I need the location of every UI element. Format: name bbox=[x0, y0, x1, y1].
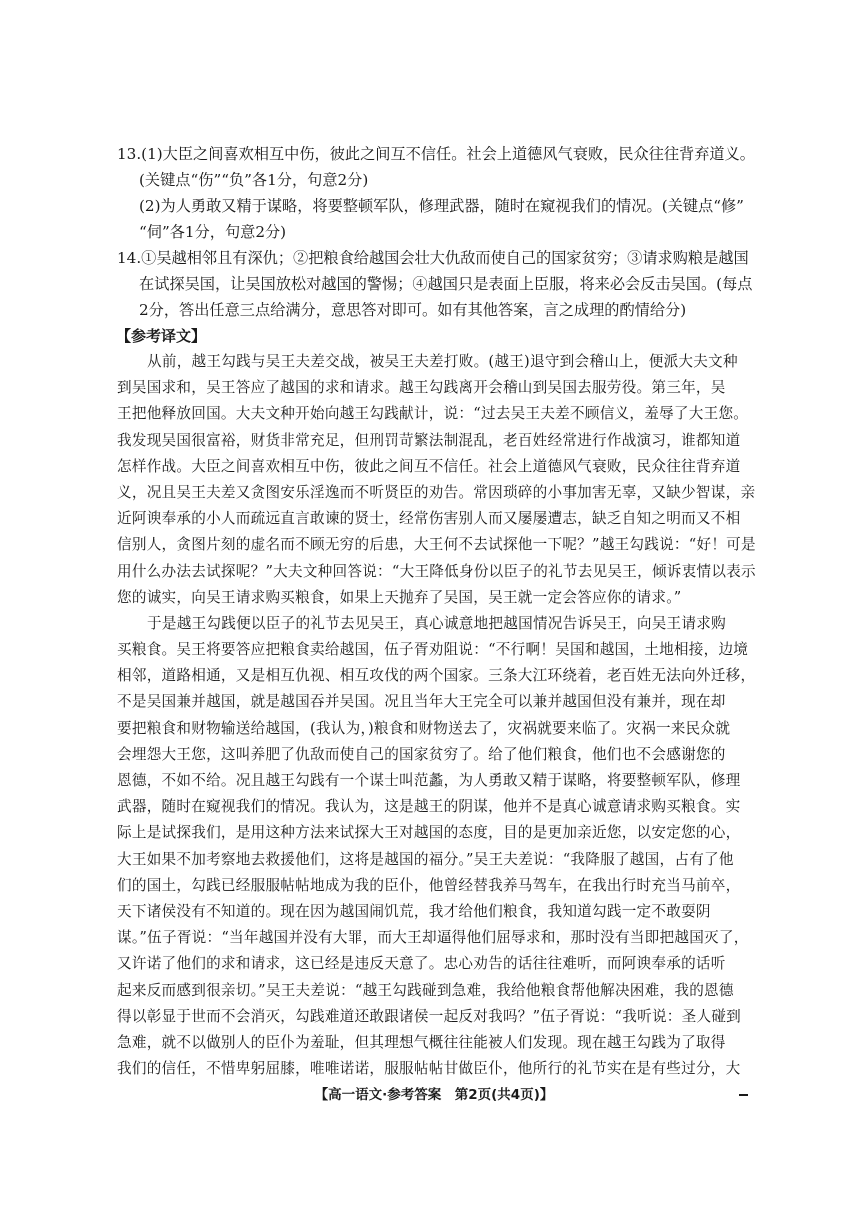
translation-line: 天下诸侯没有不知道的。现在因为越国闹饥荒，我才给他们粮食，我知道勾践一定不敢耍阴 bbox=[117, 902, 711, 920]
translation-line: 起来反而感到很亲切。”吴王夫差说：“越王勾践碰到急难，我给他粮食帮他解决困难，我的恩德 bbox=[117, 981, 734, 999]
translation-line: 会埋怨大王您，这叫养肥了仇敌而使自己的国家贫穷了。给了他们粮食，他们也不会感谢您的 bbox=[117, 745, 726, 763]
translation-line: 不是吴国兼并越国，就是越国吞并吴国。况且当年大王完全可以兼并越国但没有兼并，现在却 bbox=[117, 693, 726, 711]
translation-line: 于是越王勾践便以臣子的礼节去见吴王，真心诚意地把越国情况告诉吴王，向吴王请求购 bbox=[147, 614, 726, 632]
translation-line: 武器，随时在窥视我们的情况。我认为，这是越王的阴谋，他并不是真心诚意请求购买粮食。实 bbox=[117, 798, 741, 816]
translation-heading: 【参考译文】 bbox=[116, 327, 207, 345]
answer-14-line-2: 在试探吴国，让吴国放松对越国的警惕；④越国只是表面上臣服，将来必会反击吴国。(每点 bbox=[139, 275, 753, 293]
translation-line: 从前，越王勾践与吴王夫差交战，被吴王夫差打败。(越王)退守到会稽山上，便派大夫文种 bbox=[147, 353, 738, 370]
translation-line: 际上是试探我们，是用这种方法来试探大王对越国的态度，目的是更加亲近您，以安定您的心， bbox=[117, 824, 741, 842]
answer-13-2-line-1: (2)为人勇敢又精于谋略，将要整顿军队，修理武器，随时在窥视我们的情况。(关键点“修” bbox=[139, 197, 744, 215]
translation-line: 到吴国求和，吴王答应了越国的求和请求。越王勾践离开会稽山到吴国去服劳役。第三年，吴 bbox=[117, 379, 726, 397]
answer-14-line-1: 14.①吴越相邻且有深仇；②把粮食给越国会壮大仇敌而使自己的国家贫穷；③请求购粮是越国 bbox=[117, 249, 749, 267]
answer-13-1-line-2: (关键点“伤”“负”各1分，句意2分) bbox=[139, 171, 369, 189]
translation-line: 们的国土，勾践已经服服帖帖地成为我的臣仆，他曾经替我养马驾车，在我出行时充当马前卒， bbox=[117, 876, 741, 894]
answer-13-1-line-1: 13.(1)大臣之间喜欢相互中伤，彼此之间互不信任。社会上道德风气衰败，民众往往背弃道义。 bbox=[117, 145, 755, 163]
translation-line: 谋。”伍子胥说：“当年越国并没有大罪，而大王却逼得他们屈辱求和，那时没有当即把越国灭了， bbox=[117, 929, 749, 947]
translation-line: 要把粮食和财物输送给越国，(我认为，)粮食和财物送去了，灾祸就要来临了。灾祸一来民众就 bbox=[117, 719, 731, 737]
answer-13-2-line-2: “伺”各1分，句意2分) bbox=[139, 223, 287, 241]
translation-line: 我们的信任，不惜卑躬屈膝，唯唯诺诺，服服帖帖甘做臣仆，他所行的礼节实在是有些过分，大 bbox=[117, 1060, 741, 1078]
footer-dash-mark bbox=[739, 1094, 748, 1096]
translation-line: 得以彰显于世而不会消灭，勾践难道还敢跟诸侯一起反对我吗？”伍子胥说：“我听说：圣人碰到 bbox=[117, 1007, 742, 1025]
translation-line: 大王如果不加考察地去救援他们，这将是越国的福分。”吴王夫差说：“我降服了越国，占有了他 bbox=[117, 850, 734, 868]
translation-line: 信别人，贪图片刻的虚名而不顾无穷的后患，大王何不去试探他一下呢？”越王勾践说：“好！可是 bbox=[117, 536, 756, 554]
translation-line: 急难，就不以做别人的臣仆为羞耻，但其理想气概往往能被人们发现。现在越王勾践为了取得 bbox=[117, 1033, 726, 1051]
translation-line: 恩德，不如不给。况且越王勾践有一个谋士叫范蠡，为人勇敢又精于谋略，将要整顿军队，修理 bbox=[117, 772, 741, 789]
page-footer: 【高一语文·参考答案 第2页(共4页)】 bbox=[314, 1087, 554, 1103]
translation-line: 义，况且吴王夫差又贪图安乐淫逸而不听贤臣的劝告。常因琐碎的小事加害无辜，又缺少智谋，亲 bbox=[117, 483, 756, 501]
answer-14-line-3: 2分，答出任意三点给满分，意思答对即可。如有其他答案，言之成理的酌情给分) bbox=[139, 301, 687, 319]
translation-body bbox=[117, 349, 761, 1082]
translation-line: 近阿谀奉承的小人而疏远直言敢谏的贤士，经常伤害别人而又屡屡遭志，缺乏自知之明而又不相 bbox=[117, 510, 741, 528]
translation-line: 买粮食。吴王将要答应把粮食卖给越国，伍子胥劝阻说：“不行啊！吴国和越国，土地相接，边境 bbox=[117, 641, 749, 659]
translation-line: 王把他释放回国。大夫文种开始向越王勾践献计，说：“过去吴王夫差不顾信义，羞辱了大王您。 bbox=[117, 405, 749, 423]
translation-line: 怎样作战。大臣之间喜欢相互中伤，彼此之间互不信任。社会上道德风气衰败，民众往往背弃道 bbox=[117, 457, 741, 475]
translation-line: 我发现吴国很富裕，财货非常充足，但刑罚苛繁法制混乱，老百姓经常进行作战演习，谁都知道 bbox=[117, 431, 741, 449]
answer-content bbox=[117, 141, 761, 1082]
translation-line: 用什么办法去试探呢？”大夫文种回答说：“大王降低身份以臣子的礼节去见吴王，倾诉衷情以表示 bbox=[117, 562, 756, 580]
translation-line: 相邻，道路相通，又是相互仇视、相互攻伐的两个国家。三条大江环绕着，老百姓无法向外迁移， bbox=[117, 667, 756, 685]
translation-line: 您的诚实，向吴王请求购买粮食，如果上天抛弃了吴国，吴王就一定会答应你的请求。” bbox=[117, 588, 682, 606]
translation-line: 又许诺了他们的求和请求，这已经是违反天意了。忠心劝告的话往往难听，而阿谀奉承的话听 bbox=[117, 955, 726, 973]
